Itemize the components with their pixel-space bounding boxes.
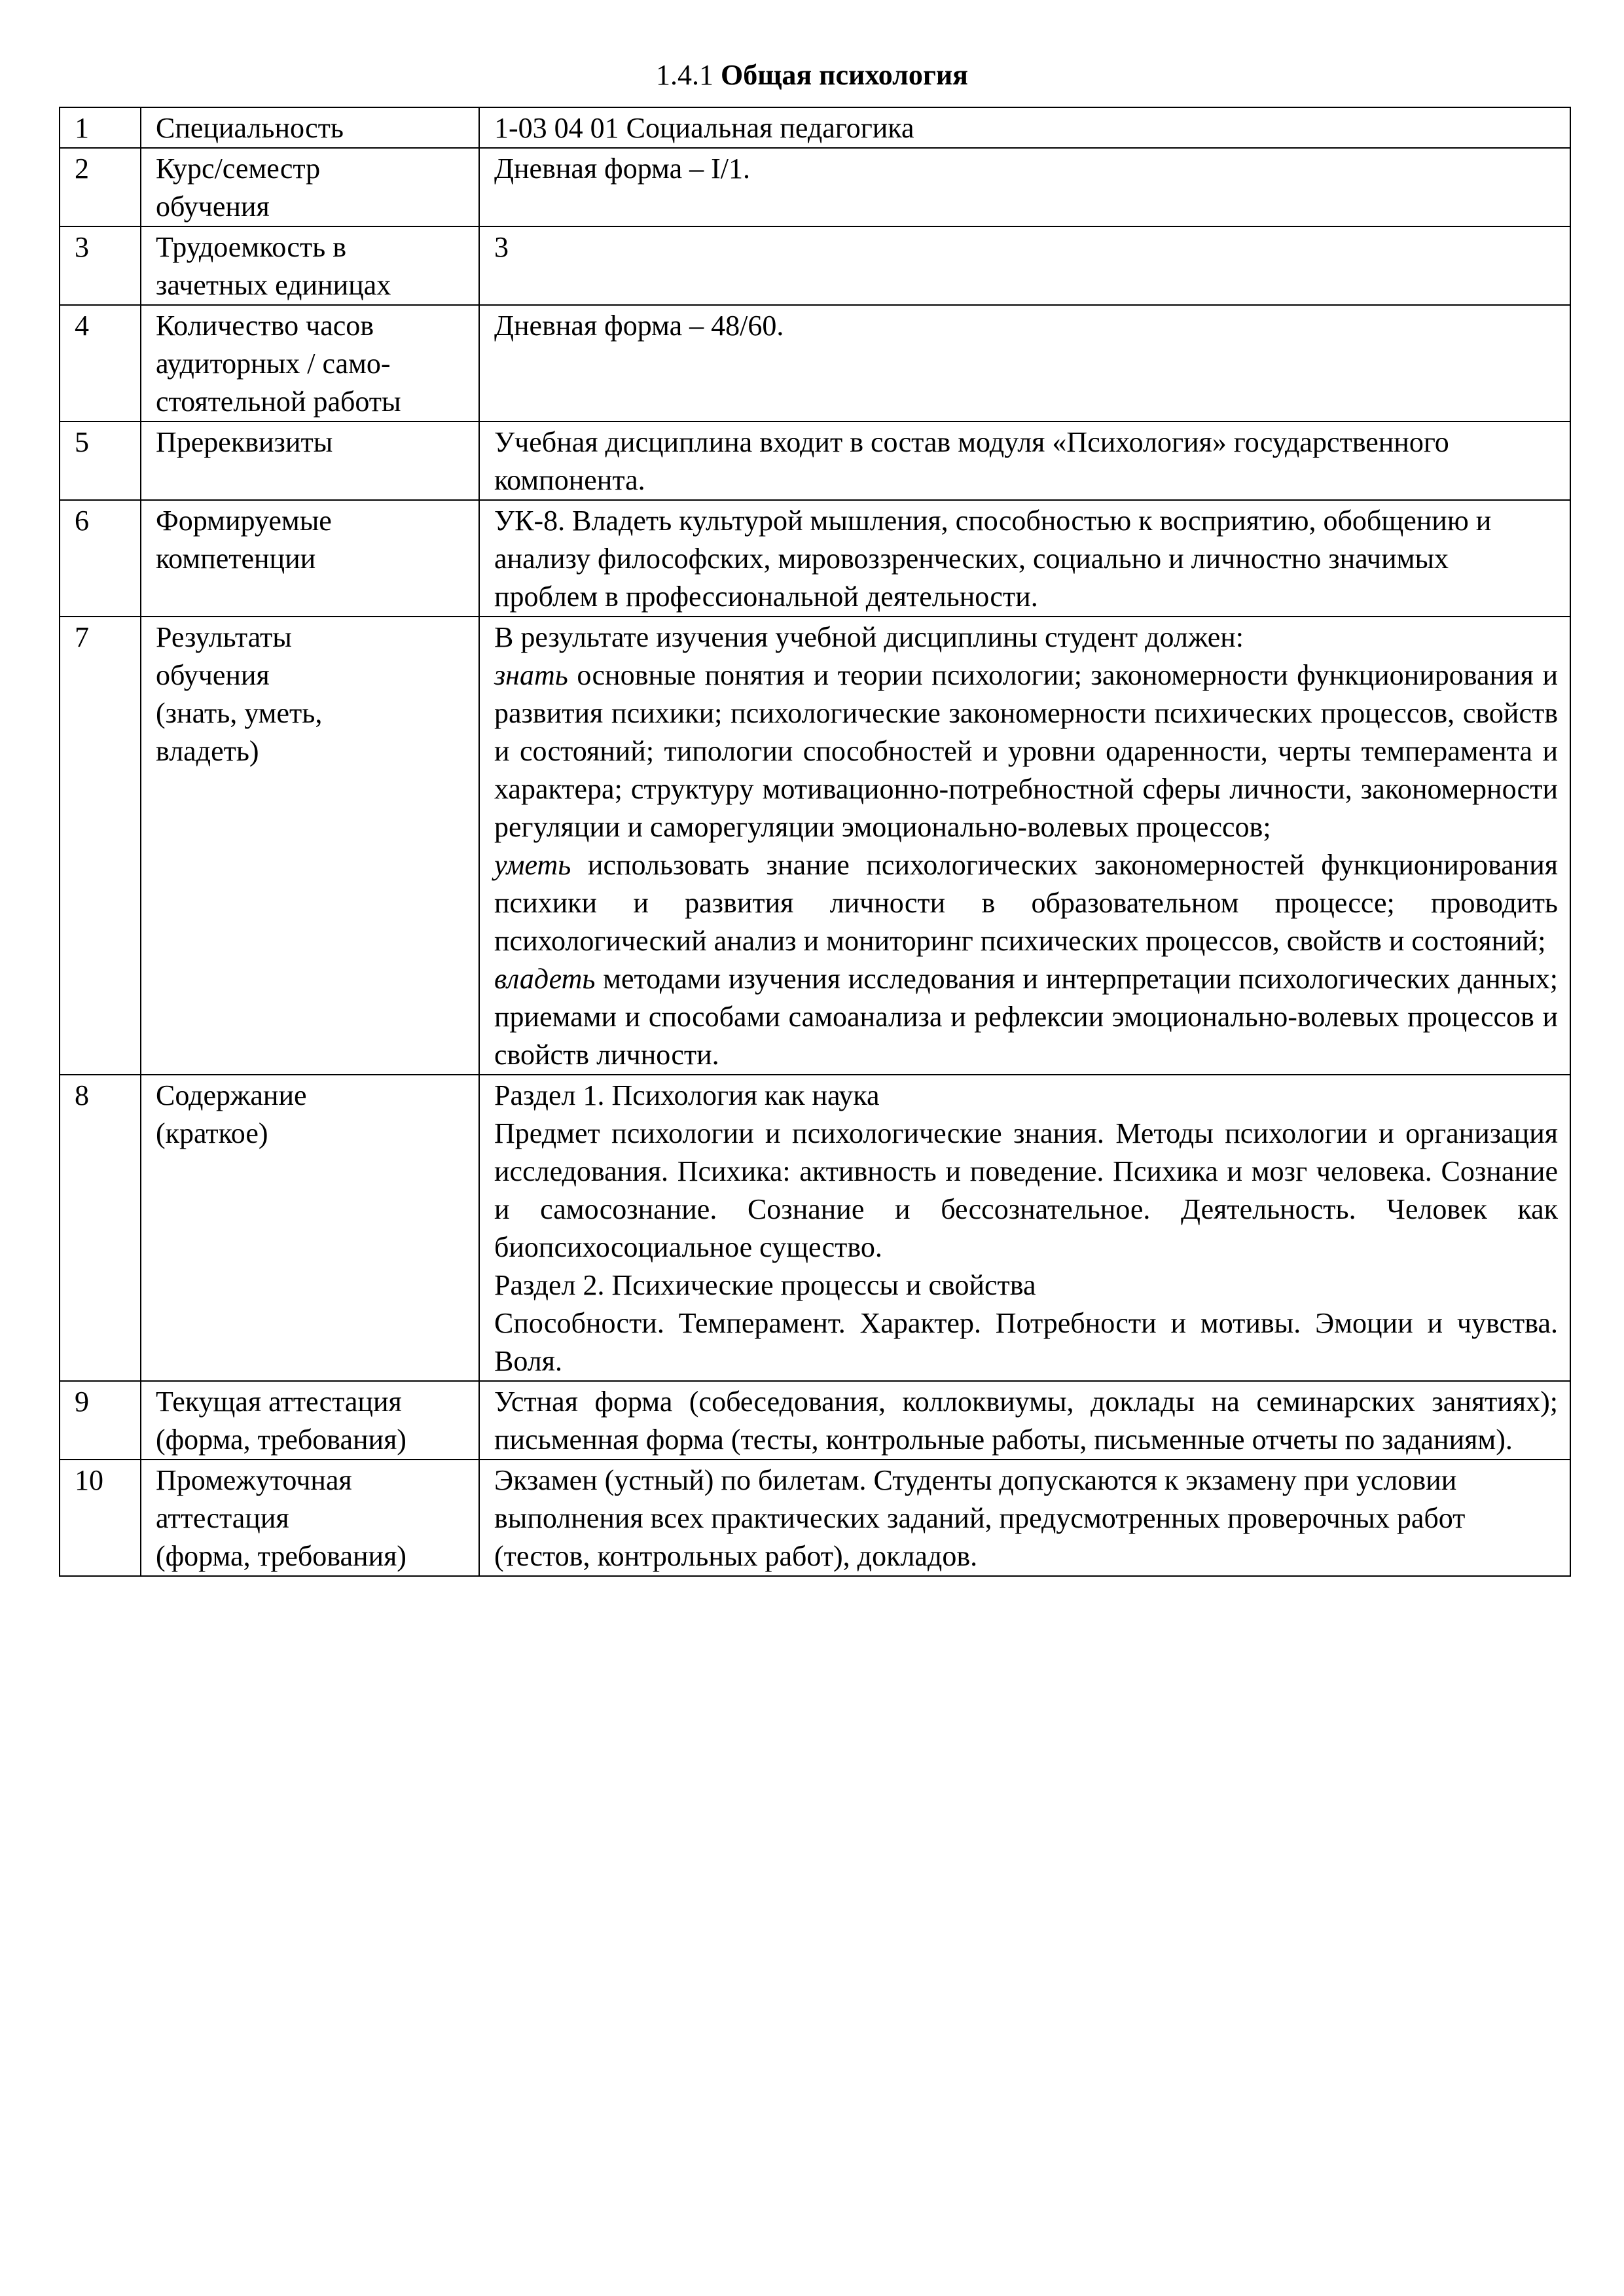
- row-number: 4: [60, 305, 141, 422]
- row-label: Содержание (краткое): [141, 1075, 479, 1381]
- row-number: 1: [60, 107, 141, 148]
- page-title: [0, 52, 1624, 98]
- outcomes-intro: В результате изучения учебной дисциплины студент должен:: [494, 621, 1244, 653]
- learning-outcomes: [479, 617, 1570, 1075]
- row-value: УК-8. Владеть культурой мышления, способностью к восприятию, обобщению и анализу философских, мировоззренческих, социально и личностно значимых проблем в профессиональной деятельности.: [479, 500, 1570, 617]
- row-value: Учебная дисциплина входит в состав модуля «Психология» государственного компонента.: [479, 422, 1570, 500]
- row-number: 2: [60, 148, 141, 226]
- outcome-term: знать: [494, 659, 568, 691]
- outcome-own: владеть методами изучения исследования и интерпретации психологических данных; приемами и способами самоанализа и рефлексии эмоционально-волевых процессов и свойств личности.: [494, 963, 1558, 1071]
- outcome-term: уметь: [494, 849, 571, 881]
- table-row: [60, 226, 1570, 305]
- table-row: [60, 305, 1570, 422]
- outcome-can: уметь использовать знание психологических закономерностей функционирования психики и развития личности в образовательном процессе; проводить психологический анализ и мониторинг психических процессов, свойств и состояний;: [494, 849, 1558, 957]
- syllabus-table: [59, 107, 1571, 1577]
- row-label: Специальность: [141, 107, 479, 148]
- row-label: Текущая аттестация (форма, требования): [141, 1381, 479, 1460]
- section-text: Предмет психологии и психологические знания. Методы психологии и организация исследования. Психика: активность и поведение. Психика и мозг человека. Сознание и самосознание. Сознание и бессознательное. Деятельность. Человек как биопсихосоциальное существо.: [494, 1117, 1558, 1263]
- row-label: Пререквизиты: [141, 422, 479, 500]
- outcome-know: знать основные понятия и теории психологии; закономерности функционирования и развития психики; психологические закономерности психических процессов, свойств и состояний; типологии способностей и уровни одаренности, черты темперамента и характера; структуру мотивационно-потребностной сферы личности, закономерности регуляции и саморегуляции эмоционально-волевых процессов;: [494, 659, 1558, 843]
- section-title: Раздел 1. Психология как наука: [494, 1079, 880, 1111]
- row-label: Трудоемкость в зачетных единицах: [141, 226, 479, 305]
- section-text: Способности. Темперамент. Характер. Потребности и мотивы. Эмоции и чувства. Воля.: [494, 1307, 1558, 1377]
- row-number: 8: [60, 1075, 141, 1381]
- row-number: 3: [60, 226, 141, 305]
- table-row: [60, 148, 1570, 226]
- discipline-title: Общая психология: [721, 59, 968, 91]
- outcome-term: владеть: [494, 963, 596, 995]
- row-label: Результаты обучения (знать, уметь, владеть): [141, 617, 479, 1075]
- table-row: [60, 1460, 1570, 1576]
- row-label: Количество часов аудиторных / само- стоятельной работы: [141, 305, 479, 422]
- table-row: [60, 1075, 1570, 1381]
- table-row: [60, 107, 1570, 148]
- row-label: Формируемые компетенции: [141, 500, 479, 617]
- course-content: [479, 1075, 1570, 1381]
- row-value: Устная форма (собеседования, коллоквиумы, доклады на семинарских занятиях); письменная форма (тесты, контрольные работы, письменные отчеты по заданиям).: [479, 1381, 1570, 1460]
- row-value: Дневная форма – 48/60.: [479, 305, 1570, 422]
- row-label: Курс/семестр обучения: [141, 148, 479, 226]
- row-number: 9: [60, 1381, 141, 1460]
- table-row: [60, 422, 1570, 500]
- row-value: Дневная форма – I/1.: [479, 148, 1570, 226]
- section-title: Раздел 2. Психические процессы и свойства: [494, 1269, 1036, 1301]
- row-label: Промежуточная аттестация (форма, требования): [141, 1460, 479, 1576]
- row-value: 1-03 04 01 Социальная педагогика: [479, 107, 1570, 148]
- row-number: 6: [60, 500, 141, 617]
- row-number: 10: [60, 1460, 141, 1576]
- table-row: [60, 500, 1570, 617]
- table-row: [60, 617, 1570, 1075]
- row-value: 3: [479, 226, 1570, 305]
- section-number: 1.4.1: [656, 59, 713, 91]
- row-number: 7: [60, 617, 141, 1075]
- row-value: Экзамен (устный) по билетам. Студенты допускаются к экзамену при условии выполнения всех практических заданий, предусмотренных проверочных работ (тестов, контрольных работ), докладов.: [479, 1460, 1570, 1576]
- table-row: [60, 1381, 1570, 1460]
- row-number: 5: [60, 422, 141, 500]
